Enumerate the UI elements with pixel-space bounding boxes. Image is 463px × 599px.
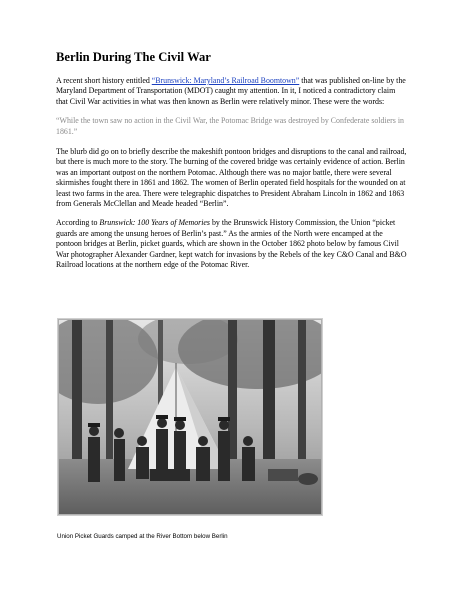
article-title: Berlin During The Civil War (56, 50, 211, 64)
story-paragraph: The blurb did go on to briefly describe the makeshift pontoon bridges and disruptions to the canal and railroad, but there is much more to the story. The burning of the covered bridge was certainly evidence of action. Berlin was an important outpost on the northern Potomac. Although there was no major battle, there were several skirmishes fought there in 1861 and 1862. The women of Berlin operated field hospitals for the wounded on at least two farms in the area. There were telegraphic dispatches to President Abraham Lincoln in 1862 and 1863 from Generals McClellan and Meade headed “Berlin”. (56, 147, 407, 209)
intro-paragraph (56, 76, 408, 107)
article-body (56, 50, 408, 280)
picket-guards-paragraph (56, 218, 408, 270)
photo-illustration (58, 319, 322, 515)
picket-text-before: According to (56, 218, 100, 228)
intro-text-after: that was published on-line by the Maryland Department of Transportation (MDOT) caught my attention. In it, I noticed a contradictory claim that Civil War activities in what was then known as Berlin were relatively minor. These were the words: (56, 76, 406, 106)
picket-text-after: by the Brunswick History Commission, the Union “picket guards are among the unsung heroes of Berlin’s past.” As the armies of the North were encamped at the pontoon bridges at Berlin, picket guards, which are shown in the October 1862 photo below by famous Civil War photographer Alexander Gardner, kept watch for invasions by the Rebels of the key C&O Canal and B&O Railroad locations at the northern edge of the Potomac River. (56, 218, 407, 270)
photo-caption: Union Picket Guards camped at the River Bottom below Berlin (57, 533, 228, 540)
picket-guards-photo (57, 318, 323, 516)
boomtown-history-link[interactable]: “Brunswick: Maryland’s Railroad Boomtown” (151, 76, 300, 85)
intro-text-before: A recent short history entitled (56, 76, 152, 85)
book-title: Brunswick: 100 Years of Memories (99, 218, 211, 228)
quoted-claim: “While the town saw no action in the Civil War, the Potomac Bridge was destroyed by Confederate soldiers in 1861.” (56, 116, 404, 136)
